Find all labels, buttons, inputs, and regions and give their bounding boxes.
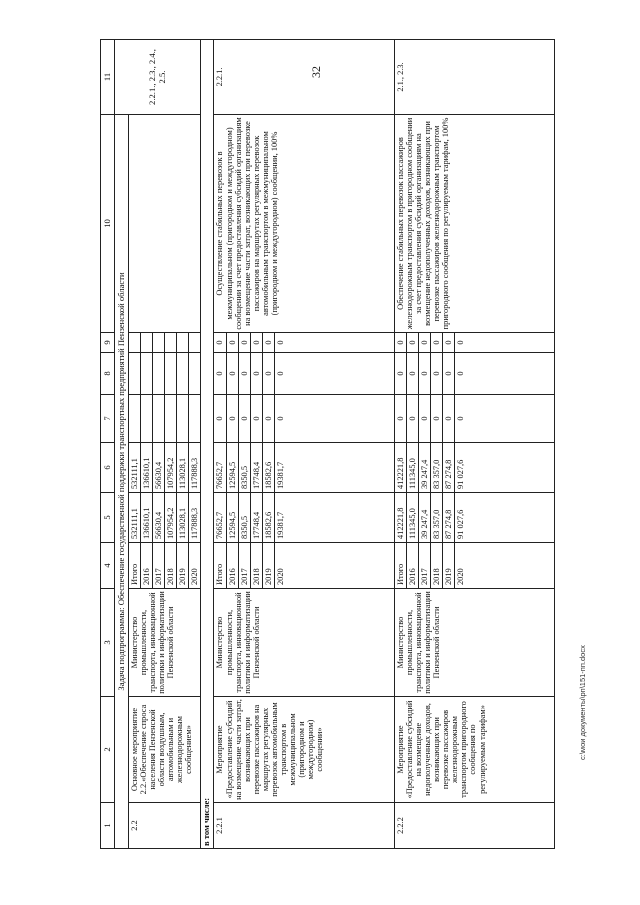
table-row — [129, 40, 141, 849]
cell-regional: 39 247,4 — [419, 443, 431, 493]
cell-name: Основное мероприятие 2.2.«Обеспечение спроса населения Пензенской области воздушным, автомобильным и железнодорожным сообщением» — [129, 697, 201, 803]
cell-total: 111345,0 — [406, 493, 418, 543]
including-row — [201, 40, 214, 849]
cell-c9: 0 — [406, 333, 418, 353]
cell-regional: 12594,5 — [226, 443, 238, 493]
cell-c7 — [189, 395, 201, 443]
cell-total: 532111,1 — [129, 493, 141, 543]
cell-total: 117888,3 — [189, 493, 201, 543]
cell-total: 56630,4 — [153, 493, 165, 543]
cell-num: 2.2.2 — [394, 803, 554, 849]
cell-c7: 0 — [419, 395, 431, 443]
cell-total: 18582,6 — [262, 493, 274, 543]
cell-c7: 0 — [262, 395, 274, 443]
cell-year: 2017 — [238, 543, 250, 589]
cell-regional: 107954,2 — [165, 443, 177, 493]
task-title: Задача подпрограммы: Обеспечение государственной поддержки транспортных предприятий Пензенской области — [115, 115, 129, 849]
cell-c8: 0 — [443, 353, 455, 395]
cell-executor: Министерство промышленности, транспорта, инновационной политики и информатизации Пензенской области — [394, 589, 554, 697]
cell-c8: 0 — [226, 353, 238, 395]
col-number: 2 — [101, 697, 115, 803]
cell-regional: 56630,4 — [153, 443, 165, 493]
col-number: 7 — [101, 395, 115, 443]
cell-c8: 0 — [214, 353, 226, 395]
cell-year: Итого — [394, 543, 406, 589]
cell-c7: 0 — [226, 395, 238, 443]
col-number: 10 — [101, 115, 115, 333]
cell-c7: 0 — [394, 395, 406, 443]
cell-c9 — [177, 333, 189, 353]
col-number: 11 — [101, 40, 115, 115]
cell-total: 91 027,6 — [455, 493, 555, 543]
cell-total: 136610,1 — [141, 493, 153, 543]
cell-total: 19381,7 — [274, 493, 394, 543]
cell-year: 2017 — [419, 543, 431, 589]
cell-year: 2019 — [443, 543, 455, 589]
cell-regional: 532111,1 — [129, 443, 141, 493]
cell-total: 8350,5 — [238, 493, 250, 543]
page-number: 32 — [308, 66, 323, 78]
cell-year: 2018 — [165, 543, 177, 589]
cell-regional: 76652,7 — [214, 443, 226, 493]
cell-total: 12594,5 — [226, 493, 238, 543]
col-number: 1 — [101, 803, 115, 849]
cell-c9 — [129, 333, 141, 353]
cell-regional: 113028,1 — [177, 443, 189, 493]
cell-regional: 83 357,0 — [431, 443, 443, 493]
cell-c7 — [153, 395, 165, 443]
cell-c9: 0 — [250, 333, 262, 353]
table-row — [214, 40, 226, 849]
col-number: 4 — [101, 543, 115, 589]
col-number: 5 — [101, 493, 115, 543]
col-number: 9 — [101, 333, 115, 353]
cell-c7: 0 — [443, 395, 455, 443]
cell-year: 2020 — [189, 543, 201, 589]
cell-regional: 412221,8 — [394, 443, 406, 493]
cell-total: 107954,2 — [165, 493, 177, 543]
cell-c8: 0 — [238, 353, 250, 395]
cell-c9: 0 — [455, 333, 555, 353]
cell-c9: 0 — [419, 333, 431, 353]
cell-c7: 0 — [274, 395, 394, 443]
cell-c8 — [189, 353, 201, 395]
cell-ref: 2.2.1., 2.3., 2.4., 2.5. — [115, 40, 201, 115]
cell-c7 — [129, 395, 141, 443]
cell-executor: Министерство промышленности, транспорта, инновационной политики и информатизации Пензенской области — [214, 589, 394, 697]
cell-regional: 136610,1 — [141, 443, 153, 493]
cell-result: Осуществление стабильных перевозок в межмуниципальном (пригородном и междугородном) сообщении за счет предоставления субсидий организациям на возмещение части затрат, возникающих при перевозке пассажиров на маршрутах регулярных перевозок автомобильным транспортом в межмуниципальном (пригородном и междугородном) сообщении, 100% — [214, 115, 394, 333]
cell-c9: 0 — [274, 333, 394, 353]
cell-year: Итого — [214, 543, 226, 589]
cell-c8 — [129, 353, 141, 395]
cell-num: 2.2.1 — [214, 803, 394, 849]
cell-regional: 91 027,6 — [455, 443, 555, 493]
cell-c9 — [189, 333, 201, 353]
cell-c9: 0 — [214, 333, 226, 353]
column-number-row — [101, 40, 115, 849]
cell-year: 2016 — [406, 543, 418, 589]
cell-c9: 0 — [238, 333, 250, 353]
cell-regional: 117888,3 — [189, 443, 201, 493]
cell-total: 412221,8 — [394, 493, 406, 543]
cell-c7 — [165, 395, 177, 443]
cell-year: 2019 — [177, 543, 189, 589]
rotated-page-content — [100, 20, 633, 879]
cell-total: 87 274,8 — [443, 493, 455, 543]
cell-executor: Министерство промышленности, транспорта, инновационной политики и информатизации Пензенской области — [129, 589, 201, 697]
cell-c8: 0 — [274, 353, 394, 395]
cell-c8: 0 — [455, 353, 555, 395]
cell-year: 2019 — [262, 543, 274, 589]
col-number: 3 — [101, 589, 115, 697]
table-row — [394, 40, 406, 849]
cell-result — [129, 115, 201, 333]
cell-total: 17748,4 — [250, 493, 262, 543]
cell-year: 2016 — [226, 543, 238, 589]
cell-total: 39 247,4 — [419, 493, 431, 543]
cell-c7 — [141, 395, 153, 443]
footer-file-path: c:\мои документы\рп\151-пп.docx — [578, 645, 587, 760]
cell-c9: 0 — [394, 333, 406, 353]
cell-year: 2016 — [141, 543, 153, 589]
cell-c9: 0 — [431, 333, 443, 353]
cell-total: 76652,7 — [214, 493, 226, 543]
cell-c9: 0 — [443, 333, 455, 353]
cell-year: 2018 — [250, 543, 262, 589]
cell-num: 2.2 — [129, 803, 201, 849]
cell-c8 — [141, 353, 153, 395]
cell-year: 2018 — [431, 543, 443, 589]
cell-total: 83 357,0 — [431, 493, 443, 543]
cell-c7: 0 — [455, 395, 555, 443]
cell-c9 — [141, 333, 153, 353]
cell-regional: 8350,5 — [238, 443, 250, 493]
cell-regional: 111345,0 — [406, 443, 418, 493]
cell-c8: 0 — [262, 353, 274, 395]
cell-regional: 87 274,8 — [443, 443, 455, 493]
program-measures-table — [100, 39, 555, 849]
cell-regional: 17748,4 — [250, 443, 262, 493]
cell-c9: 0 — [226, 333, 238, 353]
cell-ref: 2.2.1. — [214, 40, 394, 115]
cell-name: Мероприятие «Предоставление субсидий на возмещение недополученных доходов, возникающих при перевозке пассажиров железнодорожным транспортом пригородного сообщения по регулируемым тарифам» — [394, 697, 554, 803]
cell-c7: 0 — [214, 395, 226, 443]
cell-c8: 0 — [406, 353, 418, 395]
cell-c7: 0 — [431, 395, 443, 443]
cell-regional: 18582,6 — [262, 443, 274, 493]
cell-c8 — [165, 353, 177, 395]
cell-result: Обеспечение стабильных перевозок пассажиров железнодорожным транспортом в пригородном сообщении за счет предоставления субсидий организациям на возмещение недополученных доходов, возникающих при перевозке пассажиров железнодорожным транспортом пригородного сообщения по регулируемым тарифам, 100% — [394, 115, 554, 333]
cell-year: 2017 — [153, 543, 165, 589]
col-number: 6 — [101, 443, 115, 493]
col-number: 8 — [101, 353, 115, 395]
cell-c7: 0 — [406, 395, 418, 443]
cell-c9 — [165, 333, 177, 353]
cell-c8: 0 — [431, 353, 443, 395]
cell-c8: 0 — [250, 353, 262, 395]
cell-year: 2020 — [274, 543, 394, 589]
cell-c8 — [177, 353, 189, 395]
cell-ref: 2.1., 2.3. — [394, 40, 554, 115]
cell-year: 2020 — [455, 543, 555, 589]
including-label: в том числе: — [201, 40, 214, 849]
cell-c8: 0 — [394, 353, 406, 395]
cell-c9 — [153, 333, 165, 353]
cell-c8: 0 — [419, 353, 431, 395]
cell-c9: 0 — [262, 333, 274, 353]
cell-year: Итого — [129, 543, 141, 589]
cell-c7: 0 — [238, 395, 250, 443]
cell-c7: 0 — [250, 395, 262, 443]
cell-c7 — [177, 395, 189, 443]
cell-name: Мероприятие «Предоставление субсидий на возмещение части затрат, возникающих при перевозке пассажиров на маршрутах регулярных перевозок автомобильным транспортом в межмуниципальном (пригородном и междугородном) сообщении» — [214, 697, 394, 803]
cell-total: 113028,1 — [177, 493, 189, 543]
cell-c8 — [153, 353, 165, 395]
cell-regional: 19381,7 — [274, 443, 394, 493]
task-row — [115, 40, 129, 849]
